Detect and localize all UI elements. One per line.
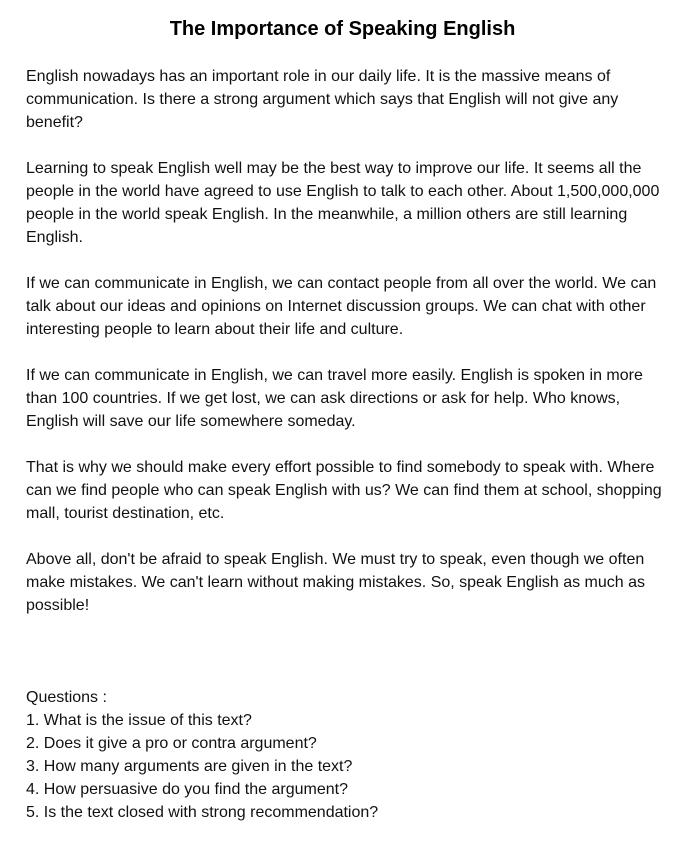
- question-item: 2. Does it give a pro or contra argument?: [26, 735, 317, 752]
- paragraph-intro: English nowadays has an important role in our daily life. It is the massive means of communication. Is there a strong argument which says that English will not give any benefit?: [26, 68, 619, 131]
- paragraph-contact: If we can communicate in English, we can contact people from all over the world. We can talk about our ideas and opinions on Internet discussion groups. We can chat with other interesting people to learn about their life and culture.: [26, 275, 657, 338]
- question-list: [26, 709, 662, 824]
- question-item: 5. Is the text closed with strong recommendation?: [26, 804, 379, 821]
- paragraph-learning: Learning to speak English well may be the best way to improve our life. It seems all the people in the world have agreed to use English to talk to each other. About 1,500,000,000 people in the world speak English. In the meanwhile, a million others are still learning English.: [26, 160, 660, 246]
- paragraph-find-people: That is why we should make every effort possible to find somebody to speak with. Where can we find people who can speak English with us? We can find them at school, shopping mall, tourist destination, etc.: [26, 459, 662, 522]
- questions-section: [26, 686, 662, 824]
- question-item: 1. What is the issue of this text?: [26, 712, 252, 729]
- document-body: [26, 65, 662, 640]
- paragraph-travel: If we can communicate in English, we can travel more easily. English is spoken in more than 100 countries. If we get lost, we can ask directions or ask for help. Who knows, English will save our life somewhere someday.: [26, 367, 643, 430]
- questions-heading: Questions :: [26, 689, 107, 706]
- paragraph-conclusion: Above all, don't be afraid to speak English. We must try to speak, even though we often make mistakes. We can't learn without making mistakes. So, speak English as much as possible!: [26, 551, 646, 614]
- question-item: 4. How persuasive do you find the argument?: [26, 781, 348, 798]
- document-title: The Importance of Speaking English: [169, 18, 516, 40]
- question-item: 3. How many arguments are given in the text?: [26, 758, 353, 775]
